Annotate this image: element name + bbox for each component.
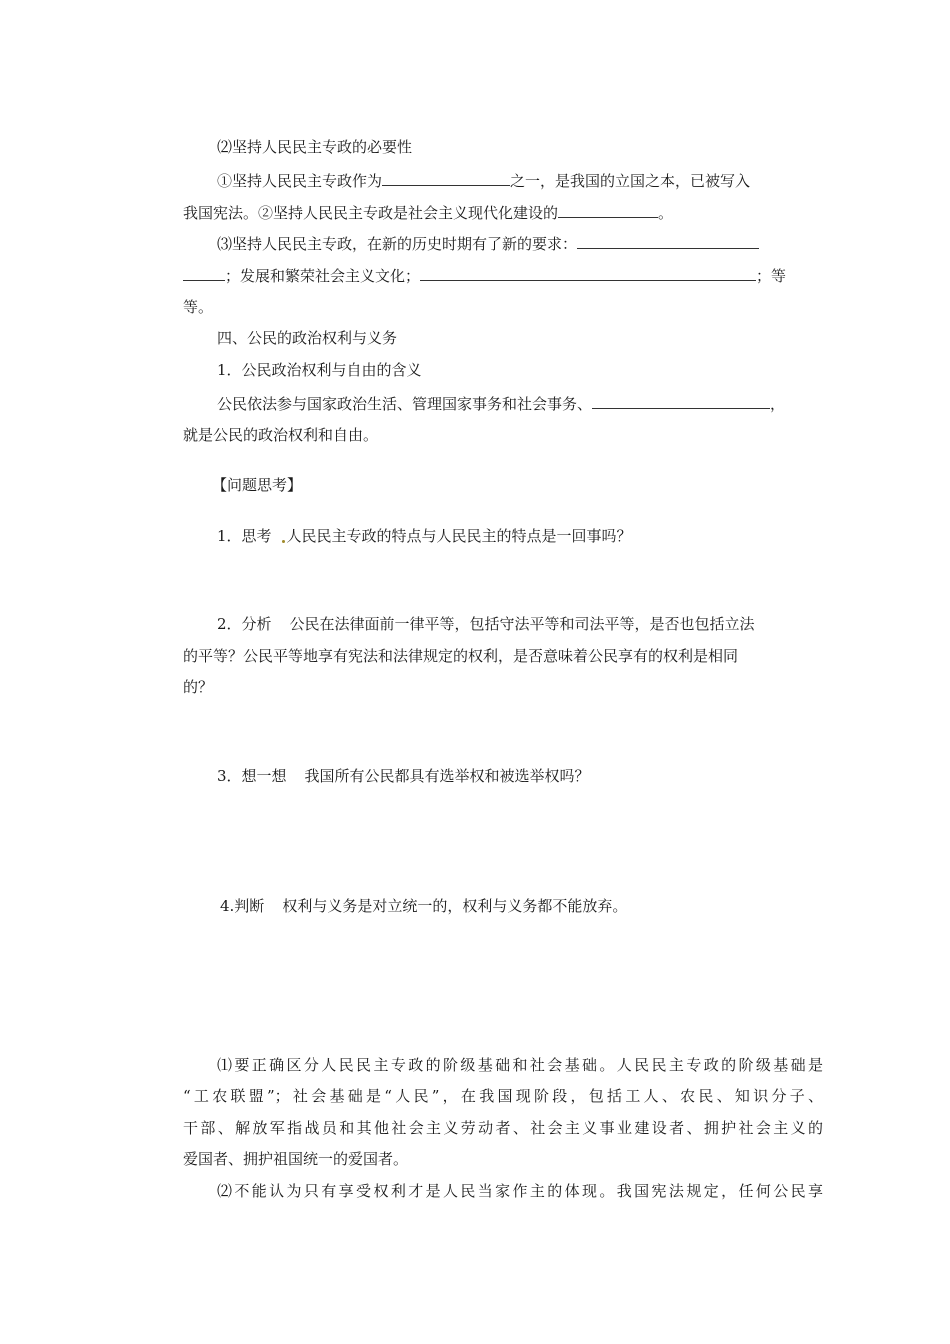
question-4	[220, 896, 826, 916]
text-segment: ⑶坚持人民民主专政，在新的历史时期有了新的要求：	[217, 235, 578, 253]
question-number: 2．分析	[217, 615, 272, 633]
fill-blank	[577, 234, 759, 249]
fill-blank	[558, 203, 658, 218]
question-text: 公民在法律面前一律平等，包括守法平等和司法平等，是否也包括立法	[289, 615, 755, 633]
fill-blank	[420, 266, 756, 281]
bullet-dot-icon	[282, 540, 285, 543]
paragraph-line: 就是公民的政治权利和自由。	[183, 426, 379, 444]
question-2-continued: 的？	[183, 678, 214, 696]
answer-2-line: ⑵不能认为只有享受权利才是人民当家作主的体现。我国宪法规定，任何公民享	[217, 1182, 823, 1200]
text-segment: ；发展和繁荣社会主义文化；	[225, 267, 421, 285]
paragraph-line	[217, 394, 823, 414]
text-segment: ；等	[756, 267, 787, 285]
answer-1-line: “工农联盟”；社会基础是“人民”，在我国现阶段，包括工人、农民、知识分子、	[183, 1087, 823, 1105]
text-segment: 之一，是我国的立国之本，已被写入	[510, 172, 751, 190]
answer-1-line: ⑴要正确区分人民民主专政的阶级基础和社会基础。人民民主专政的阶级基础是	[217, 1056, 823, 1074]
paragraph-line	[217, 171, 823, 191]
question-3	[217, 766, 823, 786]
subheading-political-rights: 1．公民政治权利与自由的含义	[217, 361, 422, 379]
question-text: 我国所有公民都具有选举权和被选举权吗？	[304, 767, 590, 785]
section-heading-four: 四、公民的政治权利与义务	[217, 329, 398, 347]
paragraph-line	[183, 266, 823, 286]
text-segment: 。	[658, 204, 674, 222]
fill-blank	[382, 171, 510, 186]
text-segment: ，	[770, 395, 786, 413]
text-segment: ①坚持人民民主专政作为	[217, 172, 383, 190]
question-text: 人民民主专政的特点与人民民主的特点是一回事吗？	[286, 527, 632, 545]
paragraph-line	[217, 234, 823, 254]
question-text: 权利与义务是对立统一的，权利与义务都不能放弃。	[282, 897, 628, 915]
answer-1-line: 爱国者、拥护祖国统一的爱国者。	[183, 1150, 409, 1168]
paragraph-line	[183, 203, 823, 223]
question-number: 4.判断	[220, 897, 265, 915]
question-2-continued: 的平等？公民平等地享有宪法和法律规定的权利，是否意味着公民享有的权利是相同	[183, 647, 739, 665]
fill-blank	[592, 394, 770, 409]
answer-1-line: 干部、解放军指战员和其他社会主义劳动者、社会主义事业建设者、拥护社会主义的	[183, 1119, 823, 1137]
question-number: 3．想一想	[217, 767, 287, 785]
question-1	[217, 526, 823, 546]
text-segment: 我国宪法。②坚持人民民主专政是社会主义现代化建设的	[183, 204, 559, 222]
fill-blank	[183, 266, 225, 281]
question-number: 1．思考	[217, 527, 272, 545]
paragraph-line: 等。	[183, 298, 214, 316]
section-heading-necessity: ⑵坚持人民民主专政的必要性	[217, 138, 413, 156]
questions-title: 【问题思考】	[212, 476, 303, 494]
question-2	[217, 614, 823, 634]
text-segment: 公民依法参与国家政治生活、管理国家事务和社会事务、	[217, 395, 593, 413]
